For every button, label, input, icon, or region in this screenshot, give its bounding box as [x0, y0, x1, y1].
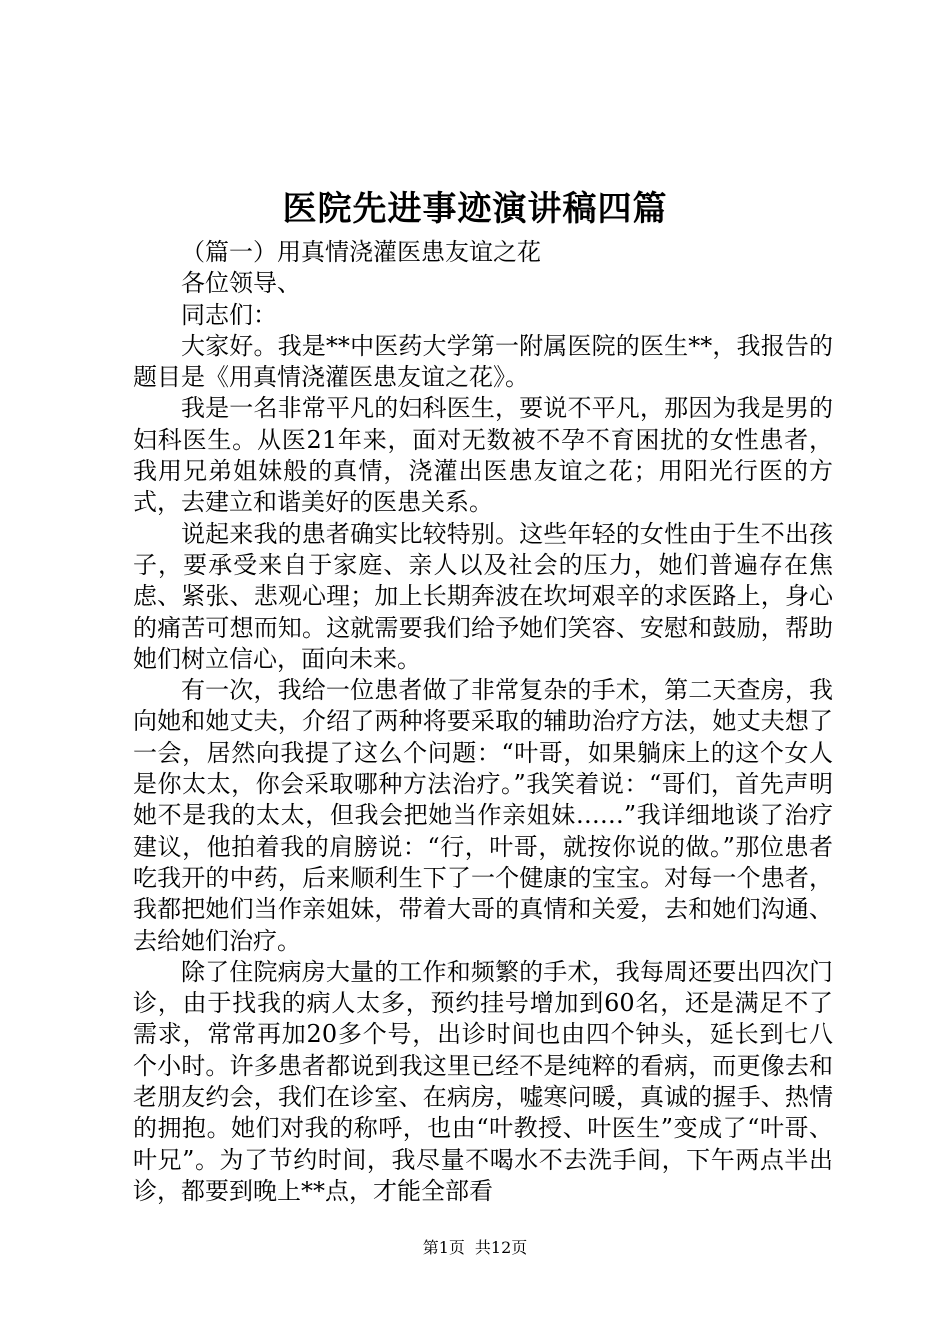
- body-paragraph: 大家好。我是**中医药大学第一附属医院的医生**，我报告的题目是《用真情浇灌医患友谊之花》。: [133, 331, 833, 392]
- body-paragraph: 除了住院病房大量的工作和频繁的手术，我每周还要出四次门诊，由于找我的病人太多，预约挂号增加到60名，还是满足不了需求，常常再加20多个号，出诊时间也由四个钟头，延长到七八个小时。许多患者都说到我这里已经不是纯粹的看病，而更像去和老朋友约会，我们在诊室、在病房，嘘寒问暖，真诚的握手、热情的拥抱。她们对我的称呼，也由“叶教授、叶医生”变成了“叶哥、叶兄”。为了节约时间，我尽量不喝水不去洗手间，下午两点半出诊，都要到晚上**点，才能全部看: [133, 957, 833, 1205]
- body-paragraph: 我是一名非常平凡的妇科医生，要说不平凡，那因为我是男的妇科医生。从医21年来，面对无数被不孕不育困扰的女性患者，我用兄弟姐妹般的真情，浇灌出医患友谊之花；用阳光行医的方式，去建立和谐美好的医患关系。: [133, 394, 833, 517]
- page-number: 第1页: [422, 1238, 465, 1257]
- document-title: 医院先进事迹演讲稿四篇: [282, 189, 668, 229]
- page-total: 共12页: [474, 1238, 528, 1257]
- document-body: [133, 237, 833, 1207]
- body-paragraph: 说起来我的患者确实比较特别。这些年轻的女性由于生不出孩子，要承受来自于家庭、亲人以及社会的压力，她们普遍存在焦虑、紧张、悲观心理；加上长期奔波在坎坷艰辛的求医路上，身心的痛苦可想而知。这就需要我们给予她们笑容、安慰和鼓励，帮助她们树立信心，面向未来。: [133, 519, 833, 673]
- body-paragraph: 有一次，我给一位患者做了非常复杂的手术，第二天查房，我向她和她丈夫，介绍了两种将要采取的辅助治疗方法，她丈夫想了一会，居然向我提了这么个问题：“叶哥，如果躺床上的这个女人是你太太，你会采取哪种方法治疗。”我笑着说：“哥们，首先声明她不是我的太太，但我会把她当作亲姐妹……”我详细地谈了治疗建议，他拍着我的肩膀说：“行，叶哥，就按你说的做。”那位患者吃我开的中药，后来顺利生下了一个健康的宝宝。对每一个患者，我都把她们当作亲姐妹，带着大哥的真情和关爱，去和她们沟通、去给她们治疗。: [133, 676, 833, 955]
- salutation-line: 同志们：: [181, 300, 277, 329]
- section-heading: （篇一）用真情浇灌医患友谊之花: [181, 238, 541, 266]
- page-footer: [0, 1236, 950, 1260]
- salutation-line: 各位领导、: [181, 269, 301, 298]
